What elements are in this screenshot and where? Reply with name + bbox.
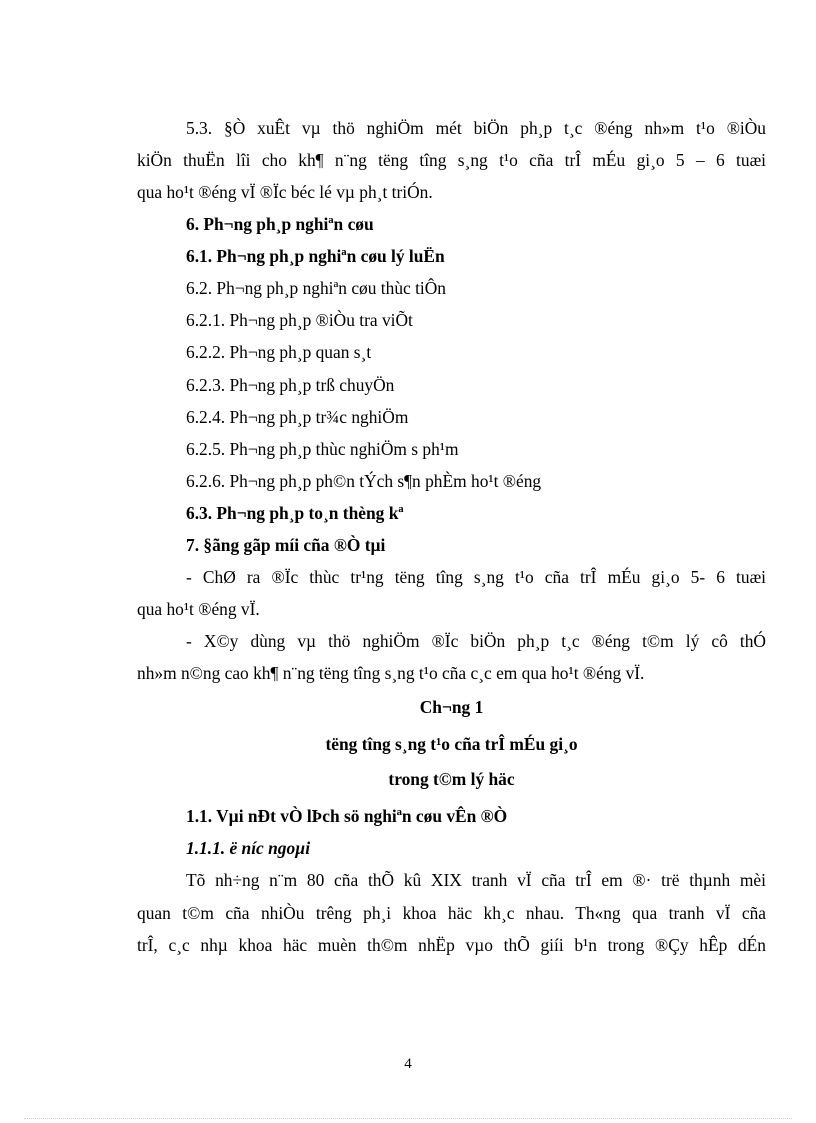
paragraph-line: Tõ nh÷ng n¨m 80 cña thÕ kû XIX tranh vÏ cña trÎ em ®· trë thµnh mèi <box>186 870 766 890</box>
section-heading: 7. §ãng gãp míi cña ®Ò tµi <box>186 535 386 555</box>
chapter-label: Ch¬ng 1 <box>419 697 484 717</box>
page-number: 4 <box>404 1056 412 1072</box>
chapter-title-line: tëng tîng s¸ng t¹o cña trÎ mÉu gi¸o <box>325 734 578 754</box>
paragraph-line: quan t©m cña nhiÒu trêng ph¸i khoa häc kh¸c nhau. Th«ng qua tranh vÏ cña <box>137 903 766 923</box>
page-bottom-border <box>24 1118 792 1119</box>
paragraph-line: qua ho¹t ®éng vÏ ®Ïc béc lé vµ ph¸t triÓn. <box>137 182 433 202</box>
list-item: 6.2.4. Ph¬ng ph¸p tr¾c nghiÖm <box>186 407 409 427</box>
section-heading: 6. Ph¬ng ph¸p nghiªn cøu <box>186 214 374 234</box>
list-item: 6.2.1. Ph¬ng ph¸p ®iÒu tra viÕt <box>186 310 413 330</box>
paragraph-line: - X©y dùng vµ thö nghiÖm ®Ïc biÖn ph¸p t¸c ®éng t©m lý cô thÓ <box>186 631 766 651</box>
section-heading: 6.1. Ph¬ng ph¸p nghiªn cøu lý luËn <box>186 246 445 266</box>
list-item: 6.2. Ph¬ng ph¸p nghiªn cøu thùc tiÔn <box>186 278 446 298</box>
subsection-heading: 1.1.1. ë níc ngoµi <box>186 838 311 858</box>
paragraph-line: trÎ, c¸c nhµ khoa häc muèn th©m nhËp vµo thÕ giíi b¹n trong ®Çy hÊp dÉn <box>137 935 766 955</box>
list-item: 6.2.5. Ph¬ng ph¸p thùc nghiÖm s ph¹m <box>186 439 459 459</box>
paragraph-line: - ChØ ra ®Ïc thùc tr¹ng tëng tîng s¸ng t¹o cña trÎ mÉu gi¸o 5- 6 tuæi <box>186 567 766 587</box>
chapter-title-line: trong t©m lý häc <box>388 769 515 789</box>
paragraph-line: qua ho¹t ®éng vÏ. <box>137 599 260 619</box>
section-heading: 1.1. Vµi nÐt vÒ lÞch sö nghiªn cøu vÊn ®Ò <box>186 806 508 826</box>
paragraph-line: kiÖn thuËn lîi cho kh¶ n¨ng tëng tîng s¸ng t¹o cña trÎ mÉu gi¸o 5 – 6 tuæi <box>137 150 766 170</box>
list-item: 6.2.3. Ph¬ng ph¸p trß chuyÖn <box>186 375 395 395</box>
section-heading: 6.3. Ph¬ng ph¸p to¸n thèng kª <box>186 503 404 523</box>
paragraph-line: 5.3. §Ò xuÊt vµ thö nghiÖm mét biÖn ph¸p t¸c ®éng nh»m t¹o ®iÒu <box>186 118 766 138</box>
list-item: 6.2.6. Ph¬ng ph¸p ph©n tÝch s¶n phÈm ho¹t ®éng <box>186 471 542 491</box>
list-item: 6.2.2. Ph¬ng ph¸p quan s¸t <box>186 342 372 362</box>
paragraph-line: nh»m n©ng cao kh¶ n¨ng tëng tîng s¸ng t¹o cña c¸c em qua ho¹t ®éng vÏ. <box>137 663 645 683</box>
